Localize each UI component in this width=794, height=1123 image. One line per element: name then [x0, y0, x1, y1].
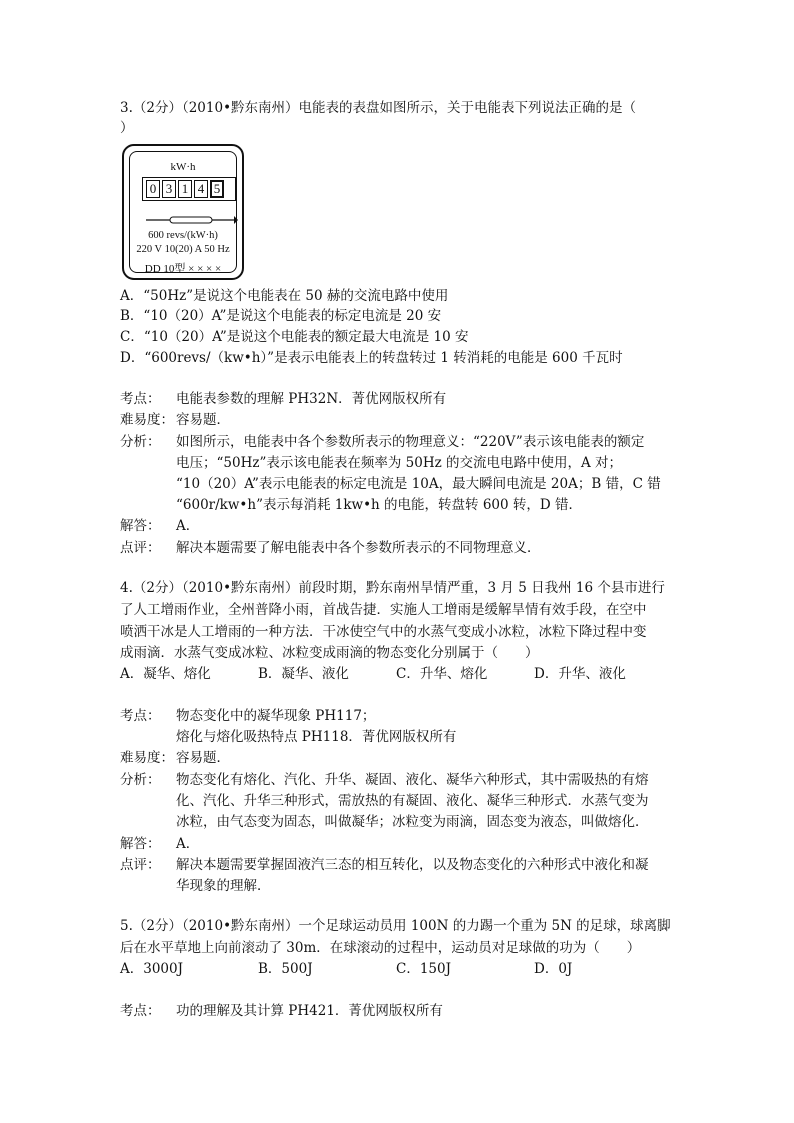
q3-nandu-label: 难易度： — [120, 412, 174, 428]
q5-option-b: B．500J — [258, 961, 313, 977]
q3-option-b: B．“10（20）A”是说这个电能表的标定电流是 20 安 — [120, 308, 442, 324]
q5-option-d: D．0J — [534, 961, 573, 977]
meter-rating-label: 220 V 10(20) A 50 Hz — [136, 244, 230, 255]
q4-stem-line: 成雨滴．水蒸气变成冰粒、冰粒变成雨滴的物态变化分别属于（ ） — [120, 645, 539, 661]
q3-fenxi-line: 如图所示，电能表中各个参数所表示的物理意义：“220V”表示该电能表的额定 — [176, 434, 645, 450]
q4-stem-line: 了人工增雨作业，全州普降小雨，首战告捷．实施人工增雨是缓解旱情有效手段，在空中 — [120, 602, 647, 618]
q4-jieda: A． — [176, 836, 200, 852]
q4-option-a: A．凝华、熔化 — [120, 666, 211, 682]
meter-digit: 0 — [146, 180, 160, 198]
meter-digit: 3 — [162, 180, 176, 198]
meter-digit-decimal: 5 — [210, 180, 224, 198]
q4-stem-line: 4.（2分）（2010•黔东南州）前段时期，黔东南州旱情严重，3 月 5 日我州 16 个县市进行 — [120, 580, 665, 596]
q4-fenxi-line: 冰粒，由气态变为固态，叫做凝华；冰粒变为雨滴，固态变为液态，叫做熔化． — [176, 814, 649, 830]
q4-kaodian-label: 考点： — [120, 708, 161, 724]
q3-fenxi-label: 分析： — [120, 434, 161, 450]
meter-revs-label: 600 revs/(kW·h) — [148, 230, 218, 241]
q3-fenxi-line: “10（20）A”表示电能表的标定电流是 10A，最大瞬间电流是 20A；B 错，C 错 — [176, 476, 661, 492]
q3-kaodian: 电能表参数的理解 PH32N．菁优网版权所有 — [176, 391, 447, 407]
q3-kaodian-label: 考点： — [120, 391, 161, 407]
q4-nandu: 容易题． — [176, 750, 230, 766]
q4-jieda-label: 解答： — [120, 836, 161, 852]
q4-dianping-line: 解决本题需要掌握固液汽三态的相互转化，以及物态变化的六种形式中液化和凝 — [176, 857, 649, 873]
q4-fenxi-line: 物态变化有熔化、汽化、升华、凝固、液化、凝华六种形式，其中需吸热的有熔 — [176, 772, 649, 788]
rotation-arrow-icon — [144, 214, 238, 226]
q3-option-a: A．“50Hz”是说这个电能表在 50 赫的交流电路中使用 — [120, 288, 449, 304]
q5-stem-line: 后在水平草地上向前滚动了 30m．在球滚动的过程中，运动员对足球做的功为（ ） — [120, 940, 641, 956]
electric-meter-figure — [122, 144, 244, 280]
q4-option-c: C．升华、熔化 — [396, 666, 488, 682]
q3-jieda: A． — [176, 518, 200, 534]
q4-fenxi-label: 分析： — [120, 772, 161, 788]
q4-stem-line: 喷洒干冰是人工增雨的一种方法．干冰使空气中的水蒸气变成小冰粒，冰粒下降过程中变 — [120, 624, 647, 640]
meter-model-label: DD 10型 × × × × — [144, 263, 222, 275]
q5-stem-line: 5.（2分）（2010•黔东南州）一个足球运动员用 100N 的力踢一个重为 5N 的足球，球离脚 — [120, 918, 671, 934]
q4-kaodian-line: 熔化与熔化吸热特点 PH118．菁优网版权所有 — [176, 729, 457, 745]
q3-dianping: 解决本题需要了解电能表中各个参数所表示的不同物理意义． — [176, 540, 541, 556]
q4-option-d: D．升华、液化 — [534, 666, 626, 682]
q5-kaodian-label: 考点： — [120, 1003, 161, 1019]
meter-digit: 1 — [178, 180, 192, 198]
q4-nandu-label: 难易度： — [120, 750, 174, 766]
q4-kaodian-line: 物态变化中的凝华现象 PH117； — [176, 708, 376, 724]
q3-jieda-label: 解答： — [120, 518, 161, 534]
q5-option-a: A．3000J — [120, 961, 184, 977]
q3-nandu: 容易题． — [176, 412, 230, 428]
q4-option-b: B．凝华、液化 — [258, 666, 349, 682]
q3-option-c: C．“10（20）A”是说这个电能表的额定最大电流是 10 安 — [120, 329, 469, 345]
q4-dianping-label: 点评： — [120, 857, 161, 873]
meter-digit: 4 — [194, 180, 208, 198]
q3-fenxi-line: “600r/kw•h”表示每消耗 1kw•h 的电能，转盘转 600 转，D 错． — [176, 497, 582, 513]
q3-fenxi-line: 电压；“50Hz”表示该电能表在频率为 50Hz 的交流电电路中使用，A 对； — [176, 455, 623, 471]
q5-option-c: C．150J — [396, 961, 452, 977]
q3-option-d: D．“600revs/（kw•h）”是表示电能表上的转盘转过 1 转消耗的电能是 600 千瓦时 — [120, 350, 623, 366]
q3-stem-line2: ） — [120, 120, 134, 136]
q3-dianping-label: 点评： — [120, 540, 161, 556]
q4-dianping-line: 华现象的理解． — [176, 878, 271, 894]
q4-fenxi-line: 化、汽化、升华三种形式，需放热的有凝固、液化、凝华三种形式．水蒸气变为 — [176, 793, 649, 809]
q5-kaodian: 功的理解及其计算 PH421．菁优网版权所有 — [176, 1003, 443, 1019]
q3-stem-line1: 3.（2分）（2010•黔东南州）电能表的表盘如图所示，关于电能表下列说法正确的是（ — [120, 100, 637, 116]
meter-face — [129, 151, 237, 273]
meter-digits — [146, 180, 224, 198]
meter-unit-label: kW·h — [170, 161, 196, 173]
